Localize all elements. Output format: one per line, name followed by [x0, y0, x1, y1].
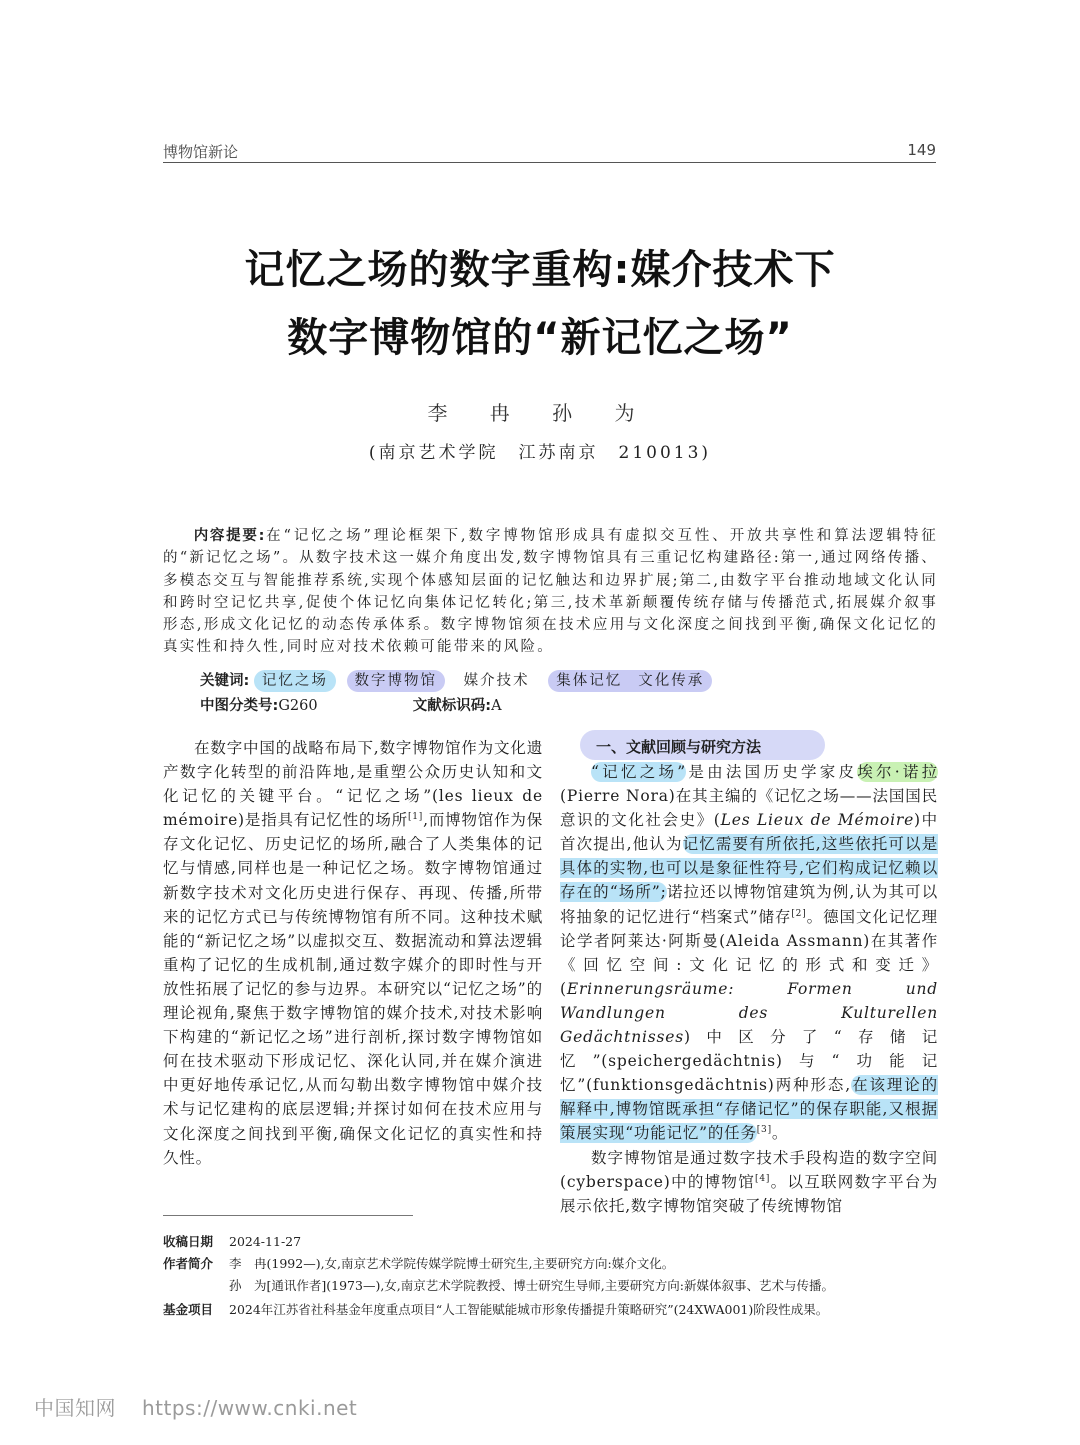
keyword-tag: 文化传承 — [630, 670, 712, 692]
footnote-divider — [163, 1215, 413, 1216]
author-affiliation: (南京艺术学院 江苏南京 210013) — [368, 443, 712, 463]
doc-code: A — [491, 698, 502, 714]
article-title-line-1: 记忆之场的数字重构:媒介技术下 — [244, 247, 836, 293]
doc-code-label: 文献标识码: — [412, 698, 492, 714]
author-bio-1: 作者简介 李 冉(1992—),女,南京艺术学院传媒学院博士研究生,主要研究方向:媒介文化。 — [163, 1256, 675, 1271]
header-divider — [163, 162, 936, 163]
keyword-tag: 记忆之场 — [254, 670, 336, 692]
paragraph: 数字博物馆是通过数字技术手段构造的数字空间(cyberspace)中的博物馆[4]。以互联网数字平台为展示依托,数字博物馆突破了传统博物馆 — [560, 1148, 938, 1215]
fund-project: 基金项目 2024年江苏省社科基金年度重点项目“人工智能赋能城市形象传播提升策略研究”(24XWA001)阶段性成果。 — [163, 1302, 829, 1317]
keyword-tag: 媒介技术 — [463, 673, 530, 689]
body-right-column — [560, 760, 938, 1218]
clc-label: 中图分类号: — [200, 698, 279, 714]
author-names: 李 冉 孙 为 — [427, 401, 653, 425]
highlight: “记忆之场” — [591, 763, 686, 781]
citation-ref[interactable]: [2] — [791, 908, 807, 919]
highlight: 埃尔·诺拉 — [857, 763, 938, 781]
paragraph: “记忆之场”是由法国历史学家皮埃尔·诺拉(Pierre Nora)在其主编的《记忆之场——法国国民意识的文化社会史》(Les Lieux de Mémoire)中首次提出,他认为记忆需要有所依托,这些依托可以是具体的实物,也可以是象征性符号,它们构成记忆赖以存在的“场所”;诺拉还以博物馆建筑为例,认为其可以将抽象的记忆进行“档案式”储存[2]。德国文化记忆理论学者阿莱达·阿斯曼(Aleida Assmann)在其著作《回忆空间:文化记忆的形式和变迁》(Erinnerungsräume: Formen und Wandlungen des Kulturellen Gedächtnisses)中区分了“存储记忆”(speichergedächtnis)与“功能记忆”(funktionsgedächtnis)两种形态,在该理论的解释中,博物馆既承担“存储记忆”的保存职能,又根据策展实现“功能记忆”的任务[3]。 — [560, 763, 938, 1143]
journal-section-name: 博物馆新论 — [163, 143, 239, 161]
page-number: 149 — [907, 141, 936, 159]
author-bio-2: 孙 为[通讯作者](1973—),女,南京艺术学院教授、博士研究生导师,主要研究方向:新媒体叙事、艺术与传播。 — [229, 1278, 834, 1293]
received-date: 收稿日期 2024-11-27 — [163, 1234, 302, 1249]
highlight: 记忆需要有所依托,这些依托可以是具体的实物,也可以是象征性符号,它们构成记忆赖以存在的“场所”; — [560, 835, 938, 902]
keywords-label: 关键词: — [200, 673, 250, 689]
paragraph: 在数字中国的战略布局下,数字博物馆作为文化遗产数字化转型的前沿阵地,是重塑公众历史认知和文化记忆的关键平台。“记忆之场”(les lieux de mémoire)是指具有记忆性的场所[1],而博物馆作为保存文化记忆、历史记忆的场所,融合了人类集体的记忆与情感,同样也是一种记忆之场。数字博物馆通过新数字技术对文化历史进行保存、再现、传播,所带来的记忆方式已与传统博物馆有所不同。这种技术赋能的“新记忆之场”以虚拟交互、数据流动和算法逻辑重构了记忆的生成机制,通过数字媒介的即时性与开放性拓展了记忆的参与边界。本研究以“记忆之场”的理论视角,聚焦于数字博物馆的媒介技术,对技术影响下构建的“新记忆之场”进行剖析,探讨数字博物馆如何在技术驱动下形成记忆、深化认同,并在媒介演进中更好地传承记忆,从而勾勒出数字博物馆中媒介技术与记忆建构的底层逻辑;并探讨如何在技术应用与文化深度之间找到平衡,确保文化记忆的真实性和持久性。 — [163, 739, 544, 1167]
cnki-watermark: 中国知网 https://www.cnki.net — [34, 1396, 358, 1420]
abstract — [163, 525, 938, 659]
abstract-text: 在“记忆之场”理论框架下,数字博物馆形成具有虚拟交互性、开放共享性和算法逻辑特征的“新记忆之场”。从数字技术这一媒介角度出发,数字博物馆具有三重记忆构建路径:第一,通过网络传播、多模态交互与智能推荐系统,实现个体感知层面的记忆触达和边界扩展;第二,由数字平台推动地域文化认同和跨时空记忆共享,促使个体记忆向集体记忆转化;第三,技术革新颠覆传统存储与传播范式,拓展媒介叙事形态,形成文化记忆的动态传承体系。数字博物馆须在技术应用与文化深度之间找到平衡,确保文化记忆的真实性和持久性,同时应对技术依赖可能带来的风险。 — [163, 528, 938, 656]
section-heading: 一、文献回顾与研究方法 — [596, 738, 762, 756]
keywords — [200, 670, 940, 692]
abstract-label: 内容提要: — [193, 528, 266, 544]
keyword-tag: 集体记忆 — [548, 670, 630, 692]
article-title-line-2: 数字博物馆的“新记忆之场” — [287, 315, 793, 361]
classification-line — [200, 695, 940, 717]
citation-ref[interactable]: [3] — [756, 1125, 772, 1136]
citation-ref[interactable]: [4] — [755, 1173, 771, 1184]
citation-ref[interactable]: [1] — [407, 812, 424, 823]
highlight: 在该理论的解释中,博物馆既承担“存储记忆”的保存职能,又根据策展实现“功能记忆”的任务 — [560, 1076, 938, 1143]
clc-code: G260 — [278, 698, 318, 714]
body-left-column — [163, 736, 543, 1170]
keyword-tag: 数字博物馆 — [347, 670, 446, 692]
